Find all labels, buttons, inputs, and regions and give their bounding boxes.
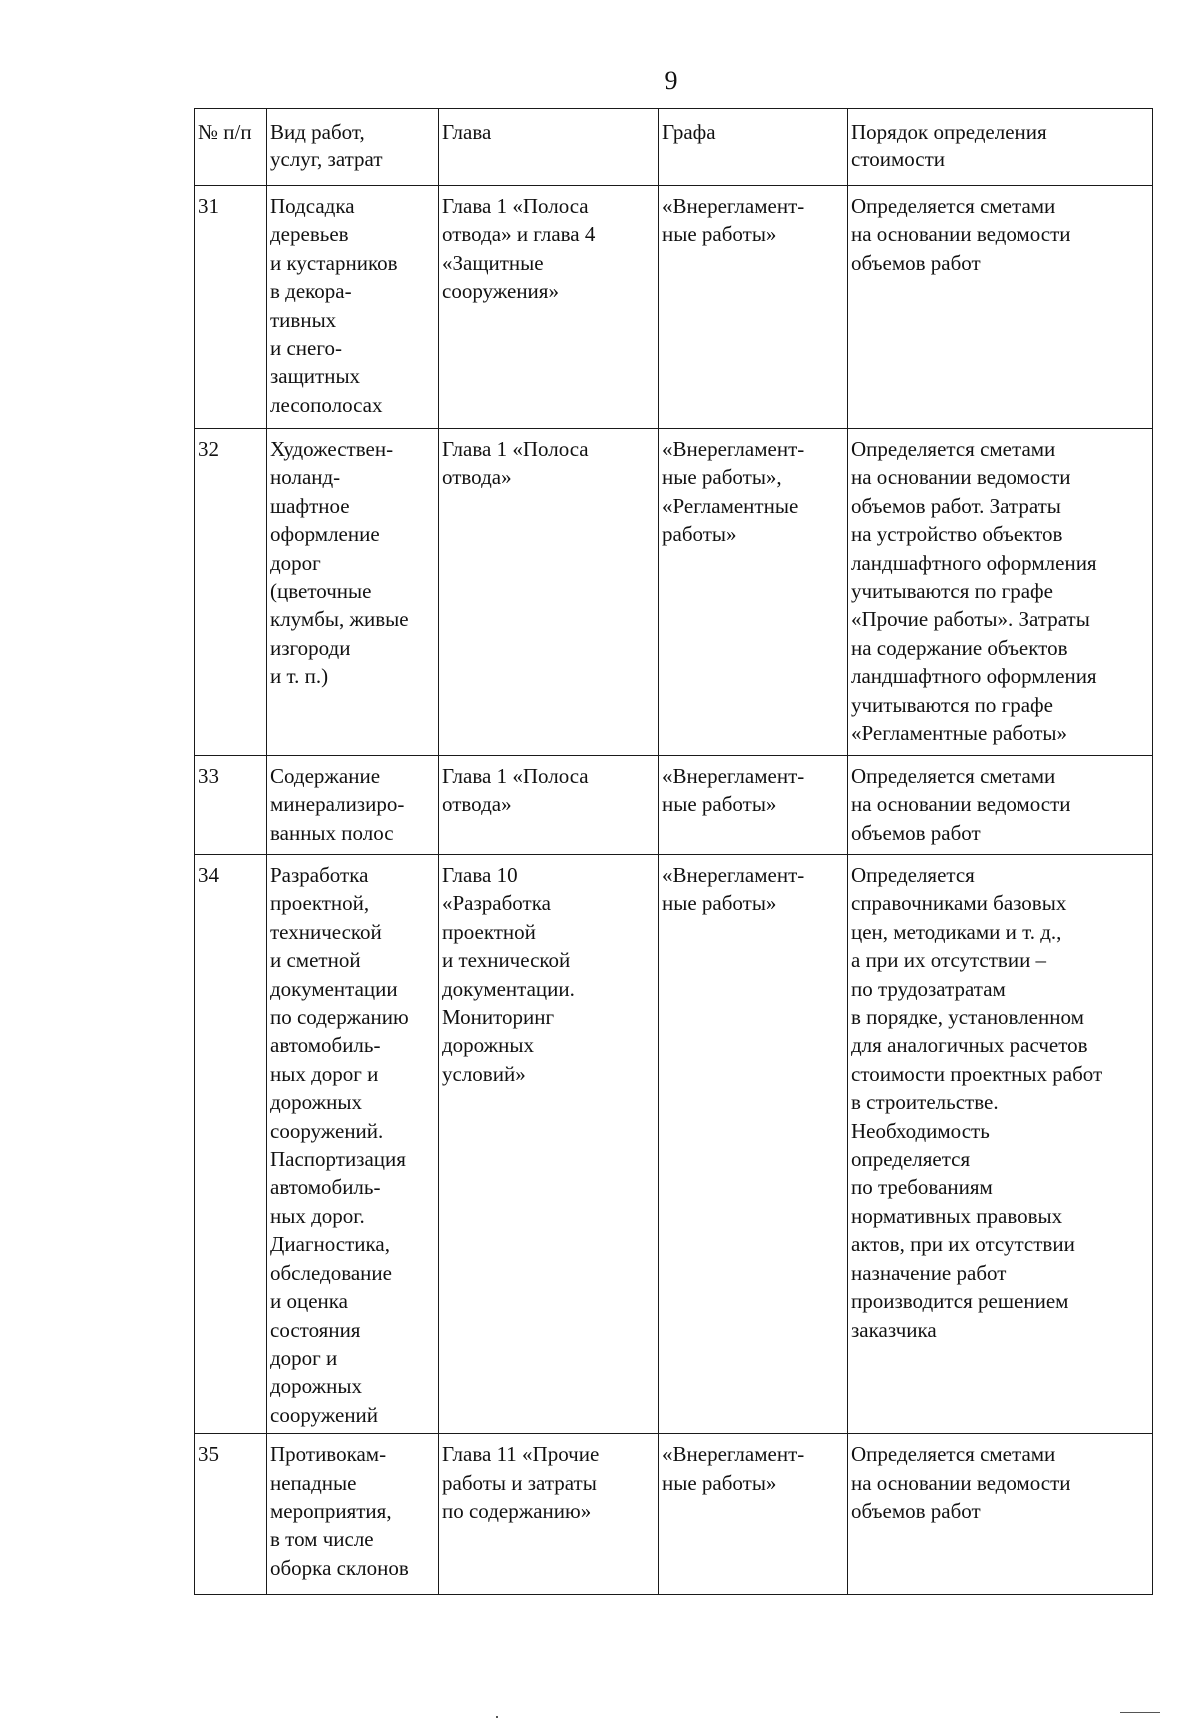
- cell-work-type: Противокам- непадные мероприятия, в том числе оборка склонов: [267, 1434, 439, 1595]
- table-row: [195, 429, 1153, 756]
- cell-work-type: Разработка проектной, технической и сметной документации по содержанию автомобиль- ных дорог и дорожных сооружений. Паспортизация автомобиль- ных дорог. Диагностика, обследование и оценка состояния дорог и дорожных сооружений: [267, 855, 439, 1434]
- cell-cost-procedure: Определяется сметами на основании ведомости объемов работ. Затраты на устройство объектов ландшафтного оформления учитываются по графе «Прочие работы». Затраты на содержание объектов ландшафтного оформления учитываются по графе «Регламентные работы»: [848, 429, 1153, 756]
- cell-column: «Внерегламент- ные работы»: [659, 1434, 848, 1595]
- cell-chapter: Глава 10 «Разработка проектной и технической документации. Мониторинг дорожных условий»: [439, 855, 659, 1434]
- cell-work-type: Подсадка деревьев и кустарников в декора- тивных и снего- защитных лесополосах: [267, 186, 439, 429]
- page-number: 9: [664, 66, 678, 95]
- cell-cost-procedure: Определяется сметами на основании ведомости объемов работ: [848, 1434, 1153, 1595]
- scan-artifact: [496, 1716, 498, 1718]
- header-cost-procedure: Порядок определения стоимости: [848, 109, 1153, 186]
- table-row: [195, 855, 1153, 1434]
- cell-number: 35: [195, 1434, 267, 1595]
- cell-column: «Внерегламент- ные работы»: [659, 855, 848, 1434]
- works-table-container: [194, 108, 1153, 1595]
- cell-column: «Внерегламент- ные работы»: [659, 756, 848, 855]
- table-row: [195, 1434, 1153, 1595]
- header-number: № п/п: [195, 109, 267, 186]
- cell-chapter: Глава 11 «Прочие работы и затраты по содержанию»: [439, 1434, 659, 1595]
- cell-number: 31: [195, 186, 267, 429]
- cell-cost-procedure: Определяется справочниками базовых цен, методиками и т. д., а при их отсутствии – по трудозатратам в порядке, установленном для аналогичных расчетов стоимости проектных работ в строительстве. Необходимость определяется по требованиям нормативных правовых актов, при их отсутствии назначение работ производится решением заказчика: [848, 855, 1153, 1434]
- header-work-type: Вид работ, услуг, затрат: [267, 109, 439, 186]
- header-column: Графа: [659, 109, 848, 186]
- cell-column: «Внерегламент- ные работы», «Регламентные работы»: [659, 429, 848, 756]
- cell-chapter: Глава 1 «Полоса отвода»: [439, 756, 659, 855]
- table-row: [195, 186, 1153, 429]
- cell-number: 33: [195, 756, 267, 855]
- cell-cost-procedure: Определяется сметами на основании ведомости объемов работ: [848, 186, 1153, 429]
- cell-column: «Внерегламент- ные работы»: [659, 186, 848, 429]
- table-row: [195, 756, 1153, 855]
- cell-cost-procedure: Определяется сметами на основании ведомости объемов работ: [848, 756, 1153, 855]
- table-header-row: [195, 109, 1153, 186]
- scan-artifact: [1120, 1712, 1160, 1713]
- cell-number: 34: [195, 855, 267, 1434]
- cell-chapter: Глава 1 «Полоса отвода»: [439, 429, 659, 756]
- cell-number: 32: [195, 429, 267, 756]
- header-chapter: Глава: [439, 109, 659, 186]
- cell-work-type: Содержание минерализиро- ванных полос: [267, 756, 439, 855]
- works-table: [194, 108, 1153, 1595]
- cell-chapter: Глава 1 «Полоса отвода» и глава 4 «Защитные сооружения»: [439, 186, 659, 429]
- cell-work-type: Художествен- ноланд- шафтное оформление дорог (цветочные клумбы, живые изгороди и т. п.): [267, 429, 439, 756]
